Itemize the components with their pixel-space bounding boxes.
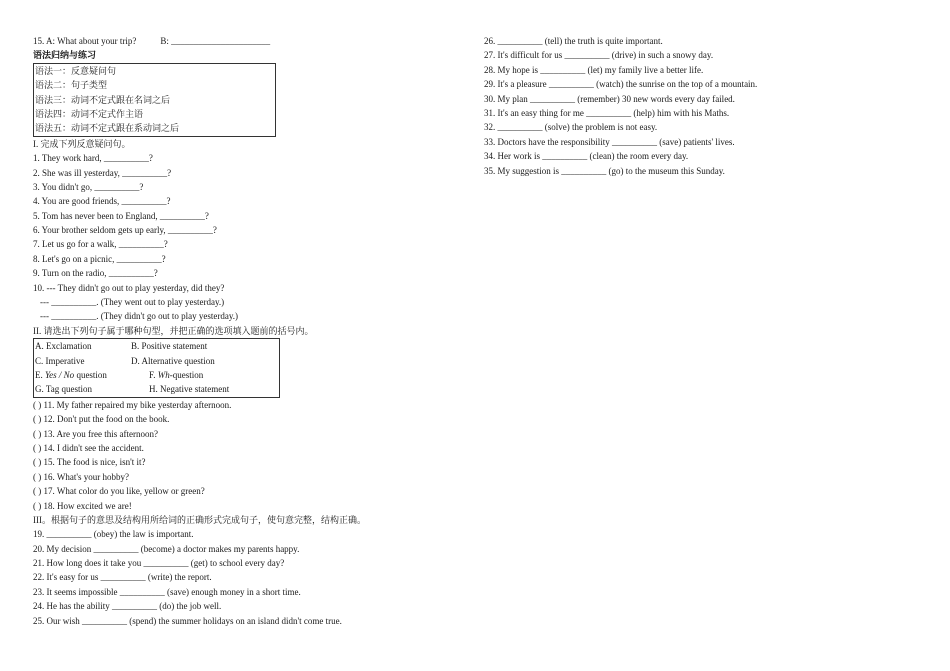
option-d: D. Alternative question [131,355,215,366]
exercise-item: 1. They work hard, __________? [33,153,153,164]
section-1-title: I. 完成下列反意疑问句。 [33,138,131,149]
exercise-item: 30. My plan __________ (remember) 30 new words every day failed. [484,93,735,104]
grammar-item: 语法三：动词不定式跟在名词之后 [35,94,171,105]
exercise-item: 9. Turn on the radio, __________? [33,268,158,279]
option-row [35,354,279,368]
exercise-item: 10. --- They didn't go out to play yesterday, did they? [33,282,225,293]
option-e-prefix: E. [35,369,45,380]
exercise-item: ( ) 13. Are you free this afternoon? [33,428,158,439]
grammar-summary-box [33,63,276,137]
option-a: A. Exclamation [35,341,92,352]
exercise-item: ( ) 16. What's your hobby? [33,471,129,482]
option-f-italic: Wh [157,369,170,380]
exercise-item: 22. It's easy for us __________ (write) the report. [33,572,212,583]
exercise-sub-item: --- __________. (They went out to play yesterday.) [40,297,225,308]
exercise-item: 23. It seems impossible __________ (save) enough money in a short time. [33,586,301,597]
option-c: C. Imperative [35,355,85,366]
option-f-prefix: F. [149,369,158,380]
question-15-a: 15. A: What about your trip? [33,36,137,46]
option-row [35,382,279,396]
exercise-item: 5. Tom has never been to England, __________? [33,210,209,221]
exercise-item: 21. How long does it take you __________ (get) to school every day? [33,558,285,569]
exercise-item: 6. Your brother seldom gets up early, __________? [33,225,217,236]
left-column [33,34,443,628]
right-column [484,34,914,178]
exercise-item: 27. It's difficult for us __________ (drive) in such a snowy day. [484,50,714,61]
exercise-item: 33. Doctors have the responsibility __________ (save) patients' lives. [484,136,735,147]
option-h: H. Negative statement [149,384,230,395]
exercise-item: 3. You didn't go, __________? [33,181,144,192]
grammar-item: 语法四：动词不定式作主语 [35,108,144,119]
option-e-italic: Yes / No [45,369,75,380]
exercise-item: ( ) 15. The food is nice, isn't it? [33,457,146,468]
question-15-row [33,34,443,48]
exercise-item: 31. It's an easy thing for me __________ (help) him with his Maths. [484,107,730,118]
exercise-item: 34. Her work is __________ (clean) the room every day. [484,151,689,162]
grammar-item: 语法一：反意疑问句 [35,65,117,76]
option-row [35,368,279,382]
option-f [131,368,203,382]
exercise-sub-item: --- __________. (They didn't go out to play yesterday.) [40,311,238,322]
exercise-item: 8. Let's go on a picnic, __________? [33,253,166,264]
exercise-item: 25. Our wish __________ (spend) the summer holidays on an island didn't come true. [33,615,342,626]
exercise-item: 4. You are good friends, __________? [33,196,171,207]
option-e [35,368,131,382]
exercise-item: 7. Let us go for a walk, __________? [33,239,168,250]
exercise-item: 24. He has the ability __________ (do) the job well. [33,601,222,612]
question-15-b: B: ______________________ [160,36,271,46]
exercise-item: 20. My decision __________ (become) a doctor makes my parents happy. [33,543,300,554]
options-box [33,338,280,398]
grammar-item: 语法二：句子类型 [35,80,108,91]
exercise-item: 2. She was ill yesterday, __________? [33,167,172,178]
option-e-suffix: question [74,369,107,380]
option-g: G. Tag question [35,384,92,395]
exercise-item: ( ) 18. How excited we are! [33,500,132,511]
exercise-item: ( ) 14. I didn't see the accident. [33,442,144,453]
grammar-item: 语法五：动词不定式跟在系动词之后 [35,123,180,134]
exercise-item: 32. __________ (solve) the problem is not easy. [484,122,658,133]
option-b: B. Positive statement [131,341,208,352]
exercise-item: 26. __________ (tell) the truth is quite important. [484,36,663,46]
exercise-item: 28. My hope is __________ (let) my family live a better life. [484,64,704,75]
option-f-suffix: -question [169,369,204,380]
exercise-item: ( ) 11. My father repaired my bike yesterday afternoon. [33,399,232,410]
exercise-item: ( ) 12. Don't put the food on the book. [33,414,170,425]
grammar-heading: 语法归纳与练习 [33,50,97,61]
exercise-item: 35. My suggestion is __________ (go) to the museum this Sunday. [484,165,725,176]
exercise-item: ( ) 17. What color do you like, yellow or green? [33,486,205,497]
exercise-item: 29. It's a pleasure __________ (watch) the sunrise on the top of a mountain. [484,79,758,90]
exercise-item: 19. __________ (obey) the law is important. [33,529,194,540]
option-row [35,339,279,353]
section-2-title: II. 请选出下列句子属于哪种句型，并把正确的选项填入题前的括号内。 [33,325,314,336]
section-3-title: III。根据句子的意思及结构用所给词的正确形式完成句子，使句意完整，结构正确。 [33,514,366,525]
